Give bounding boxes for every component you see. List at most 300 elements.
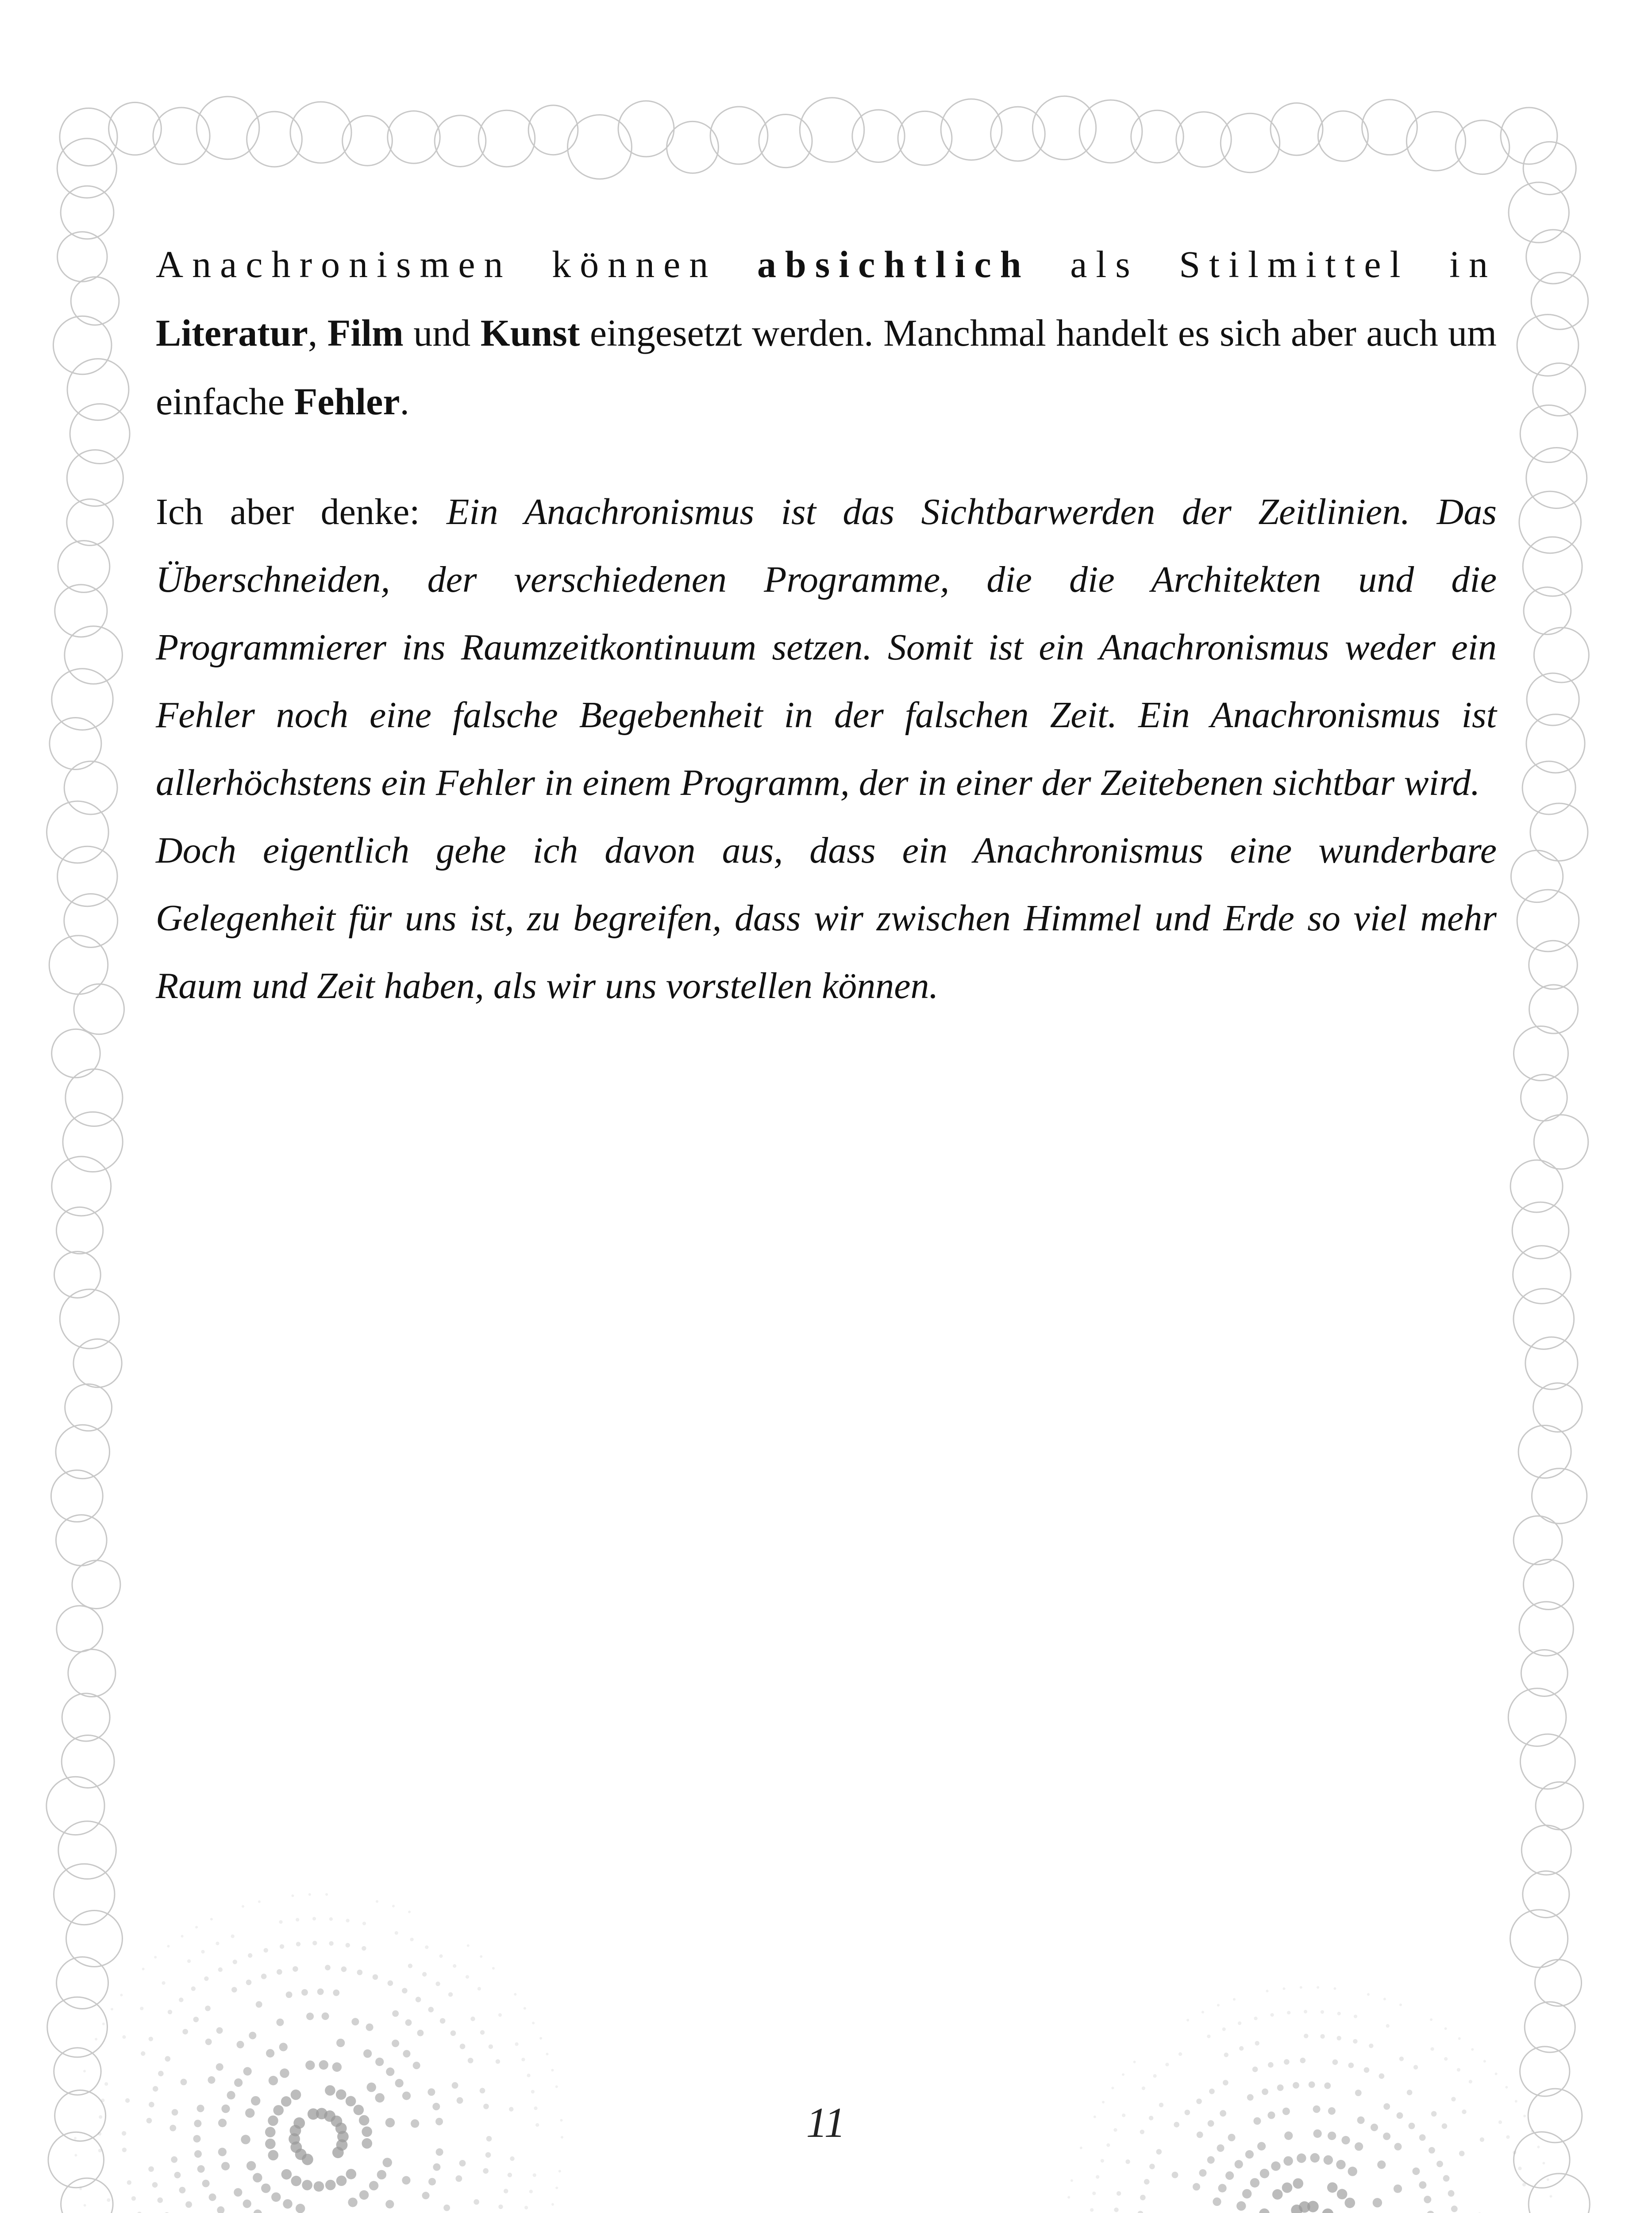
mandala-dot xyxy=(1284,2059,1290,2065)
mandala-dot xyxy=(216,2027,223,2034)
border-circle xyxy=(1517,315,1579,376)
mandala-dot xyxy=(271,2192,281,2201)
mandala-dot xyxy=(316,2108,327,2120)
mandala-dot xyxy=(1397,2112,1403,2119)
mandala-dot xyxy=(305,2060,315,2070)
border-circle xyxy=(58,541,110,593)
mandala-dot xyxy=(1220,2110,1226,2117)
mandala-dot xyxy=(201,1950,204,1954)
border-circle xyxy=(1530,803,1588,861)
body-paragraph xyxy=(156,478,1497,817)
border-circle xyxy=(56,1515,107,1566)
mandala-dot xyxy=(422,2192,430,2199)
border-circle xyxy=(1456,120,1510,174)
border-circle xyxy=(710,107,768,164)
mandala-dot xyxy=(346,2169,356,2179)
mandala-dot xyxy=(329,1917,333,1921)
mandala-dot xyxy=(286,1991,293,1998)
mandala-dot xyxy=(1371,2124,1378,2131)
mandala-dot xyxy=(375,2093,384,2102)
mandala-dot xyxy=(428,2007,434,2013)
border-circle xyxy=(1529,941,1578,989)
mandala-dot xyxy=(341,1966,347,1972)
mandala-dot xyxy=(1506,2135,1510,2139)
mandala-dot xyxy=(142,1968,145,1970)
mandala-dot xyxy=(1515,2100,1517,2103)
mandala-dot xyxy=(376,1900,378,1903)
mandala-dot xyxy=(1341,2136,1350,2144)
mandala-dot xyxy=(74,2154,77,2156)
mandala-dot xyxy=(265,2127,276,2137)
mandala-dot xyxy=(308,2108,319,2120)
mandala-dot xyxy=(1165,2063,1169,2066)
mandala-dot xyxy=(197,2105,204,2112)
border-circle xyxy=(1513,1246,1571,1304)
mandala-dot xyxy=(1111,2087,1114,2090)
border-circle xyxy=(60,1289,119,1349)
page-content xyxy=(156,230,1497,1020)
mandala-dot xyxy=(245,2108,254,2117)
mandala-dot xyxy=(281,2096,292,2107)
mandala-dot xyxy=(1172,2172,1178,2178)
border-circle xyxy=(1522,761,1575,814)
mandala-dot xyxy=(1430,2018,1433,2021)
mandala-dot xyxy=(1357,2117,1365,2124)
mandala-dot xyxy=(1498,2120,1502,2124)
mandala-dot xyxy=(408,1963,412,1968)
mandala-dot xyxy=(314,2181,324,2192)
mandala-dot xyxy=(162,1981,166,1985)
border-circle xyxy=(1536,1782,1583,1830)
border-circle xyxy=(1526,448,1587,509)
mandala-dot xyxy=(84,2204,86,2207)
mandala-dot xyxy=(1238,2021,1241,2025)
mandala-dot xyxy=(1149,2116,1153,2120)
mandala-dot xyxy=(171,2156,177,2163)
border-circle xyxy=(1519,491,1581,553)
mandala-dot xyxy=(308,1893,311,1896)
border-circle xyxy=(196,96,259,159)
mandala-dot xyxy=(289,2133,300,2145)
mandala-dot xyxy=(1399,2004,1402,2006)
border-circle xyxy=(53,316,112,374)
mandala-dot xyxy=(1310,2153,1320,2163)
mandala-dot xyxy=(1424,2196,1431,2203)
mandala-dot xyxy=(413,2062,420,2069)
mandala-dot xyxy=(485,2152,491,2158)
border-circle xyxy=(1533,1383,1582,1432)
mandala-dot xyxy=(256,2001,262,2008)
mandala-dot xyxy=(331,2116,342,2127)
border-circle xyxy=(64,761,117,814)
border-circle xyxy=(1523,537,1582,596)
mandala-dot xyxy=(306,2013,314,2020)
mandala-dot xyxy=(392,1905,395,1908)
mandala-dot xyxy=(280,2068,289,2078)
mandala-dot xyxy=(312,1917,316,1920)
mandala-dot xyxy=(1090,2208,1094,2212)
mandala-dot xyxy=(427,2088,435,2096)
border-circle xyxy=(65,1384,112,1431)
mandala-dot xyxy=(1431,2111,1437,2117)
mandala-dot xyxy=(377,2170,386,2179)
mandala-dot xyxy=(1253,2117,1261,2125)
mandala-dot xyxy=(480,1955,482,1958)
mandala-dot xyxy=(273,2105,284,2116)
mandala-dot xyxy=(107,2198,110,2202)
mandala-dot xyxy=(1094,2116,1096,2118)
mandala-dot xyxy=(332,2147,344,2158)
intro-text-und: und xyxy=(413,312,471,354)
mandala-dot xyxy=(336,2090,347,2100)
border-circle xyxy=(667,121,719,173)
mandala-dot xyxy=(480,2030,485,2035)
border-circle xyxy=(57,1606,103,1652)
mandala-dot xyxy=(122,2131,126,2136)
border-circle xyxy=(66,1910,123,1966)
mandala-dot xyxy=(1348,2063,1354,2068)
mandala-dot xyxy=(435,2118,443,2125)
mandala-dot xyxy=(1291,2205,1302,2213)
mandala-dot xyxy=(1293,2082,1299,2089)
mandala-dot xyxy=(425,1945,428,1949)
mandala-dot xyxy=(1409,2123,1415,2129)
mandala-dot xyxy=(153,2086,158,2092)
border-circle xyxy=(47,1997,108,2057)
mandala-dot xyxy=(167,1945,170,1947)
mandala-dot xyxy=(1444,2057,1448,2061)
mandala-dot xyxy=(1259,2209,1270,2213)
border-circle xyxy=(1032,96,1096,159)
mandala-dot xyxy=(561,2136,563,2139)
mandala-dot xyxy=(295,2148,307,2160)
mandala-dot xyxy=(1427,2211,1434,2213)
mandala-dot xyxy=(217,2206,224,2213)
mandala-dot xyxy=(279,1920,282,1924)
mandala-dot xyxy=(1542,2162,1545,2164)
mandala-dot xyxy=(246,2161,256,2171)
mandala-dot xyxy=(216,1942,219,1945)
mandala-dot xyxy=(1106,2144,1110,2147)
mandala-dot xyxy=(325,2180,336,2190)
border-circle xyxy=(65,626,123,684)
mandala-dot xyxy=(218,2147,227,2156)
mandala-dot xyxy=(408,1911,411,1913)
mandala-dot xyxy=(1122,2073,1124,2076)
mandala-dot xyxy=(249,2032,256,2039)
mandala-dot xyxy=(263,1948,268,1952)
mandala-dot xyxy=(555,2086,558,2088)
mandala-dot xyxy=(357,1970,363,1975)
mandala-dot xyxy=(362,2138,372,2149)
mandala-dot xyxy=(233,1960,237,1964)
border-circle xyxy=(1318,111,1368,161)
mandala-dot xyxy=(439,1954,443,1958)
mandala-dot xyxy=(1407,2090,1413,2095)
border-circle xyxy=(67,499,113,546)
border-circle xyxy=(1521,1075,1567,1121)
mandala-dot xyxy=(1383,1998,1386,2001)
mandala-dot xyxy=(1254,2016,1257,2020)
mandala-dot xyxy=(496,2059,500,2064)
mandala-dot xyxy=(120,1994,123,1997)
mandala-dot xyxy=(483,2168,489,2174)
border-circle xyxy=(57,139,116,198)
mandala-dot xyxy=(1364,2067,1370,2073)
mandala-dot xyxy=(1140,2130,1144,2134)
mandala-dot xyxy=(221,2105,230,2113)
mandala-dot xyxy=(268,2116,278,2126)
mandala-dot xyxy=(1304,2034,1308,2038)
mandala-dot xyxy=(1228,2134,1236,2141)
mandala-dot xyxy=(366,2024,374,2031)
mandala-dot xyxy=(1267,2112,1275,2119)
border-circle xyxy=(55,585,107,637)
mandala-dot xyxy=(498,2205,503,2209)
mandala-dot xyxy=(1483,2060,1486,2063)
mandala-dot xyxy=(1067,2196,1070,2199)
mandala-dot xyxy=(1224,2053,1228,2057)
border-circle xyxy=(63,1112,123,1172)
mandala-dot xyxy=(221,2162,230,2171)
mandala-dot xyxy=(346,1943,350,1947)
mandala-dot xyxy=(385,2200,394,2209)
mandala-dot xyxy=(524,2007,526,2010)
border-circle xyxy=(1529,2174,1590,2213)
mandala-dot xyxy=(1178,2052,1182,2056)
mandala-dot xyxy=(1114,2208,1118,2212)
mandala-dot xyxy=(179,2187,186,2194)
mandala-dot xyxy=(187,1959,191,1963)
mandala-dot xyxy=(386,2067,394,2076)
mandala-dot xyxy=(265,2139,276,2149)
mandala-dot xyxy=(234,2188,242,2197)
mandala-dot xyxy=(291,2090,301,2100)
mandala-dot xyxy=(182,2029,188,2035)
mandala-dot xyxy=(1337,2012,1341,2015)
mandala-dot xyxy=(405,2019,412,2026)
mandala-dot xyxy=(504,2189,508,2193)
mandala-dot xyxy=(1442,2123,1448,2129)
mandala-dot xyxy=(362,2126,372,2137)
border-circle xyxy=(55,2090,106,2141)
mandala-dot xyxy=(165,2056,170,2062)
border-circle xyxy=(50,718,101,770)
mandala-dot xyxy=(1522,2183,1526,2186)
mandala-dot xyxy=(290,2125,301,2136)
mandala-dot xyxy=(319,2060,328,2070)
border-circle xyxy=(56,1207,103,1253)
mandala-dot xyxy=(1383,2103,1390,2110)
border-circle xyxy=(1514,1026,1568,1081)
mandala-dot xyxy=(534,2106,537,2110)
border-circle xyxy=(247,112,302,167)
border-circle xyxy=(61,186,114,239)
border-circle xyxy=(47,801,109,863)
mandala-dot xyxy=(122,2035,126,2039)
mandala-dot xyxy=(1344,2198,1355,2208)
mandala-dot xyxy=(1480,2137,1484,2142)
mandala-dot xyxy=(1394,2185,1402,2193)
mandala-dot xyxy=(193,2016,199,2022)
mandala-dot xyxy=(1138,2211,1144,2213)
border-circle xyxy=(1535,1959,1582,2006)
mandala-dot xyxy=(205,2039,212,2045)
mandala-dot xyxy=(1383,2132,1390,2140)
mandala-dot xyxy=(325,1965,331,1970)
mandala-dot xyxy=(1284,2132,1293,2140)
mandala-dot xyxy=(1252,2066,1258,2072)
mandala-dot xyxy=(1153,2074,1157,2078)
mandala-dot xyxy=(373,1974,378,1980)
mandala-dot xyxy=(410,1938,414,1941)
mandala-dot xyxy=(149,2102,154,2108)
mandala-dot xyxy=(1327,2182,1338,2193)
mandala-dot xyxy=(1193,2183,1200,2190)
mandala-dot xyxy=(237,2041,244,2048)
border-circle xyxy=(48,2132,104,2188)
mandala-dot xyxy=(293,1966,298,1972)
mandala-dot xyxy=(157,2198,163,2203)
mandala-dot xyxy=(558,2170,561,2172)
mandala-dot xyxy=(363,2049,372,2058)
mandala-dot xyxy=(251,2096,260,2105)
mandala-dot xyxy=(1353,2039,1357,2043)
mandala-dot xyxy=(453,1964,456,1968)
mandala-dot xyxy=(98,2132,101,2136)
mandala-dot xyxy=(459,2160,466,2167)
mandala-dot xyxy=(367,2082,376,2092)
mandala-dot xyxy=(193,2135,201,2143)
border-circle xyxy=(58,846,117,906)
mandala-dot xyxy=(1337,2189,1348,2200)
intro-text-3: eingesetzt werden. Manchmal handelt es sich aber auch um einfache xyxy=(156,312,1497,423)
mandala-dot xyxy=(498,2013,502,2017)
mandala-dot xyxy=(1260,2169,1269,2178)
mandala-dot xyxy=(533,2173,536,2177)
mandala-dot xyxy=(253,2173,262,2182)
mandala-dot xyxy=(1186,2019,1189,2021)
mandala-dot xyxy=(1436,2161,1443,2167)
mandala-dot xyxy=(1471,2048,1474,2051)
mandala-dot xyxy=(385,2118,395,2127)
mandala-dot xyxy=(1293,2178,1303,2189)
border-circle xyxy=(568,115,632,179)
mandala-dot xyxy=(1117,2191,1121,2196)
mandala-dot xyxy=(480,2088,485,2093)
mandala-dot xyxy=(515,2042,518,2046)
mandala-dot xyxy=(218,1967,223,1972)
mandala-dot xyxy=(483,2104,489,2109)
border-circle xyxy=(290,102,351,163)
mandala-dot xyxy=(1207,2035,1210,2038)
mandala-dot xyxy=(1282,1987,1285,1990)
mandala-dot xyxy=(1547,2178,1549,2181)
mandala-dot xyxy=(194,2150,202,2158)
border-circle xyxy=(60,108,117,166)
mandala-dot xyxy=(560,2119,563,2122)
border-circle xyxy=(68,1649,116,1696)
mandala-dot xyxy=(104,2082,108,2086)
mandala-dot xyxy=(148,2166,154,2172)
mandala-dot xyxy=(1309,2082,1315,2088)
mandala-dot xyxy=(1324,2082,1331,2089)
mandala-dot xyxy=(1505,2086,1508,2089)
border-circle xyxy=(71,277,119,325)
mandala-dot xyxy=(1322,2209,1333,2213)
mandala-dot xyxy=(291,1894,294,1897)
mandala-dot xyxy=(1271,2161,1280,2171)
mandala-dot xyxy=(1495,2073,1498,2075)
border-circle xyxy=(898,111,952,165)
border-circle xyxy=(1528,2089,1582,2143)
mandala-dot xyxy=(1149,2164,1155,2170)
mandala-dot xyxy=(539,2037,542,2040)
border-circle xyxy=(941,99,1002,160)
border-circle xyxy=(1513,2132,1570,2188)
mandala-dot xyxy=(322,2013,329,2020)
border-circle xyxy=(56,1425,110,1479)
mandala-dot xyxy=(258,1901,261,1903)
mandala-dot xyxy=(1299,2201,1310,2213)
mandala-dot xyxy=(152,2182,158,2188)
mandala-dot xyxy=(1304,2010,1307,2013)
mandala-dot xyxy=(1222,2028,1226,2031)
border-circle xyxy=(343,116,393,166)
mandala-dot xyxy=(1355,2142,1363,2151)
body-italic: Ein Anachronismus ist das Sichtbarwerden der Zeitlinien. Das Überschneiden, der verschiedenen Programme, die die Architekten und die Programmierer ins Raumzeitkontinuum setzen. Somit ist ein Anachronismus weder ein Fehler noch eine falsche Begebenheit in der falschen Zeit. Ein Anachronismus ist allerhöchstens ein Fehler in einem Programm, der in einer der Zeitebenen sichtbar wird. xyxy=(156,491,1497,803)
mandala-dot xyxy=(83,2070,86,2072)
intro-bold-kunst: Kunst xyxy=(480,312,580,354)
border-circle xyxy=(800,98,864,162)
border-circle xyxy=(1527,673,1579,725)
mandala-dot xyxy=(1218,2184,1226,2192)
mandala-dot xyxy=(1419,2134,1426,2141)
mandala-dot xyxy=(1549,2195,1552,2198)
mandala-dot xyxy=(468,2058,474,2063)
mandala-dot xyxy=(474,2199,479,2205)
mandala-dot xyxy=(102,2023,105,2025)
border-circle xyxy=(528,105,578,155)
mandala-dot xyxy=(1451,2205,1458,2212)
mandala-dot xyxy=(362,1922,366,1925)
border-circle xyxy=(67,450,123,506)
border-circle xyxy=(1534,1115,1588,1169)
mandala-dot xyxy=(149,2037,153,2041)
mandala-dot xyxy=(1430,2047,1434,2051)
mandala-dot xyxy=(146,2118,152,2124)
mandala-dot xyxy=(551,2203,554,2206)
border-circle xyxy=(61,2178,113,2213)
mandala-dot xyxy=(205,2005,211,2011)
mandala-dot xyxy=(1348,2167,1357,2176)
closing-paragraph: Doch eigentlich gehe ich davon aus, dass ein Anachronismus eine wunderbare Gelegenheit für uns ist, zu begreifen, dass wir zwischen Himmel und Erde so viel mehr Raum und Zeit haben, als wir uns vorstellen können. xyxy=(156,830,1497,1006)
mandala-dot xyxy=(158,2071,164,2077)
mandala-dot xyxy=(555,2186,558,2189)
mandala-dot xyxy=(1458,2037,1461,2040)
mandala-dot xyxy=(546,2053,548,2055)
mandala-dot xyxy=(395,2079,404,2087)
mandala-dot xyxy=(325,1893,328,1896)
mandala-dot xyxy=(403,2050,410,2058)
mandala-dot xyxy=(1270,2013,1274,2016)
mandala-dot xyxy=(1369,2043,1373,2048)
mandala-dot xyxy=(197,2165,205,2173)
border-circle xyxy=(1525,2002,1575,2052)
border-circle xyxy=(64,894,118,948)
mandala-dot xyxy=(1300,2058,1306,2063)
mandala-dot xyxy=(1413,2065,1418,2069)
